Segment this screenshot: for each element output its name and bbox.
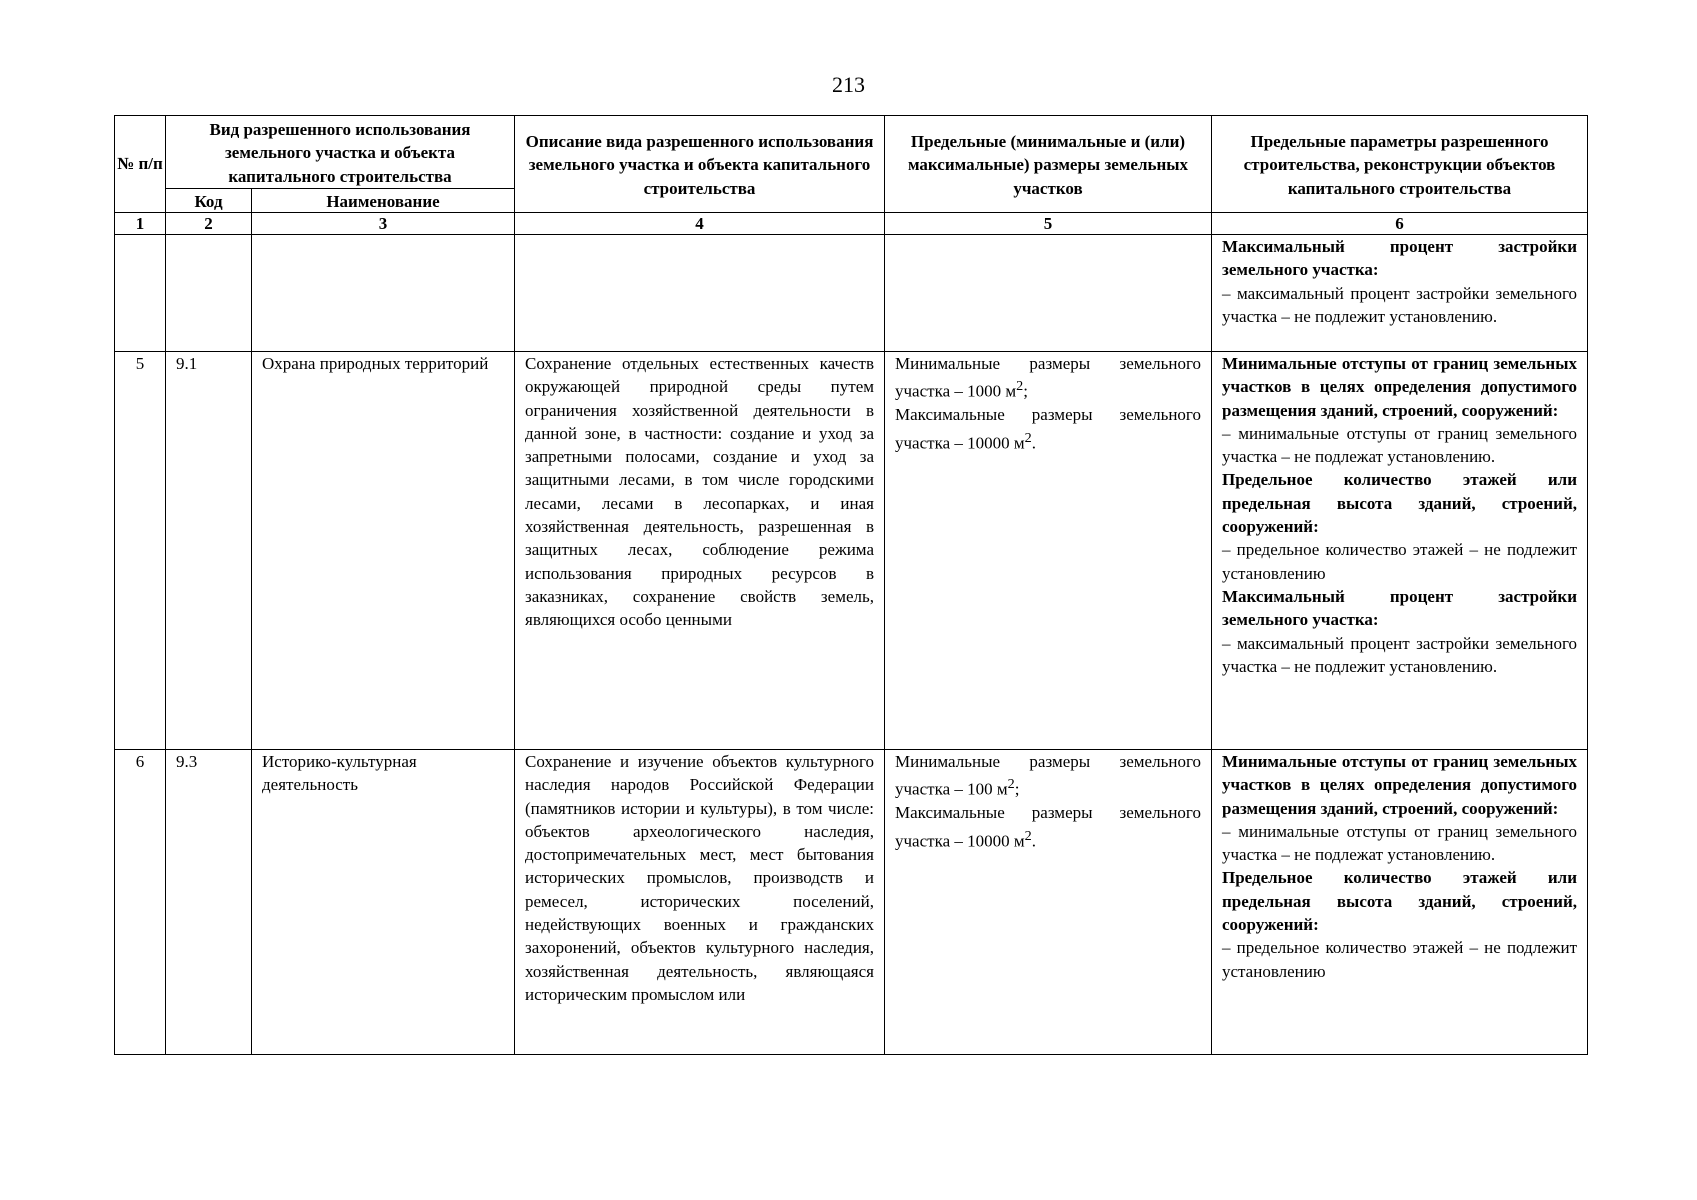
header-params: Предельные параметры разрешенного строительства, реконструкции объектов капитального строительства (1212, 116, 1588, 213)
page-number: 213 (832, 72, 865, 97)
cell-sizes (885, 235, 1212, 352)
header-description: Описание вида разрешенного использования земельного участка и объекта капитального строительства (515, 116, 885, 213)
cell-params (1212, 750, 1588, 1055)
cell-code (166, 235, 252, 352)
floors-heading: Предельное количество этажей или предельная высота зданий, строений, сооружений: (1222, 868, 1577, 935)
size-min-end: ; (1023, 381, 1028, 401)
cell-description: Сохранение и изучение объектов культурного наследия народов Российской Федерации (памятников истории и культуры), в том числе: объектов археологического наследия, достопримечательных мест, мест бытования исторических промыслов, производств и ремесел, исторических поселений, недействующих военных и гражданских захоронений, объектов культурного наследия, хозяйственная деятельность, являющаяся историческим промыслом или (515, 750, 885, 1055)
header-name: Наименование (252, 189, 515, 213)
size-max (895, 801, 1201, 852)
cell-name (252, 235, 515, 352)
table-row (115, 750, 1588, 1055)
table-row (115, 352, 1588, 750)
header-row (115, 116, 1588, 189)
header-code: Код (166, 189, 252, 213)
setback-heading: Минимальные отступы от границ земельных участков в целях определения допустимого размещения зданий, строений, сооружений: (1222, 752, 1577, 818)
permitted-use-table (114, 115, 1588, 1055)
size-min (895, 750, 1201, 801)
unit-superscript: 2 (1024, 827, 1032, 844)
header-use-type: Вид разрешенного использования земельного участка и объекта капитального строительства (166, 116, 515, 189)
column-number: 4 (515, 213, 885, 235)
cell-params (1212, 235, 1588, 352)
cell-sizes (885, 352, 1212, 750)
cell-num: 5 (115, 352, 166, 750)
size-max-text: Максимальные размеры земельного участка – 10000 м (895, 803, 1201, 851)
column-number: 2 (166, 213, 252, 235)
unit-superscript: 2 (1007, 776, 1015, 793)
cell-code: 9.3 (166, 750, 252, 1055)
cell-description: Сохранение отдельных естественных качеств окружающей природной среды путем ограничения хозяйственной деятельности в данной зоне, в частности: создание и уход за запретными полосами, создание и уход за защитными лесами, в том числе городскими лесами, лесами в лесопарках, и иная хозяйственная деятельность, разрешенная в защитных лесах, соблюдение режима использования природных ресурсов в заказниках, сохранение свойств земель, являющихся особо ценными (515, 352, 885, 750)
setback-text: – минимальные отступы от границ земельного участка – не подлежат установлению. (1222, 821, 1577, 865)
cell-params (1212, 352, 1588, 750)
coverage-text: – максимальный процент застройки земельного участка – не подлежит установлению. (1222, 633, 1577, 676)
header-sizes: Предельные (минимальные и (или) максимальные) размеры земельных участков (885, 116, 1212, 213)
setback-text: – минимальные отступы от границ земельного участка – не подлежат установлению. (1222, 423, 1577, 467)
size-max-end: . (1031, 831, 1036, 851)
floors-heading: Предельное количество этажей или предельная высота зданий, строений, сооружений: (1222, 470, 1577, 537)
column-number: 3 (252, 213, 515, 235)
size-max-end: . (1031, 433, 1036, 453)
setback-heading: Минимальные отступы от границ земельных участков в целях определения допустимого размещения зданий, строений, сооружений: (1222, 354, 1577, 420)
cell-name: Историко-культурная деятельность (252, 750, 515, 1055)
size-min-text: Минимальные размеры земельного участка – 100 м (895, 752, 1201, 799)
cell-num (115, 235, 166, 352)
floors-text: – предельное количество этажей – не подлежит установлению (1222, 938, 1577, 981)
coverage-heading: Максимальный процент застройки земельного участка: (1222, 237, 1577, 280)
cell-code: 9.1 (166, 352, 252, 750)
column-number: 6 (1212, 213, 1588, 235)
column-number: 1 (115, 213, 166, 235)
unit-superscript: 2 (1024, 429, 1032, 446)
header-num: № п/п (115, 116, 166, 213)
size-max (895, 403, 1201, 454)
coverage-text: – максимальный процент застройки земельного участка – не подлежит установлению. (1222, 283, 1577, 326)
size-min-text: Минимальные размеры земельного участка – 1000 м (895, 354, 1201, 401)
cell-name: Охрана природных территорий (252, 352, 515, 750)
size-min-end: ; (1014, 779, 1020, 799)
cell-description (515, 235, 885, 352)
table-row-continued (115, 235, 1588, 352)
size-min (895, 352, 1201, 403)
column-number: 5 (885, 213, 1212, 235)
cell-sizes (885, 750, 1212, 1055)
size-max-text: Максимальные размеры земельного участка – 10000 м (895, 405, 1201, 453)
column-number-row (115, 213, 1588, 235)
cell-num: 6 (115, 750, 166, 1055)
floors-text: – предельное количество этажей – не подлежит установлению (1222, 540, 1577, 583)
unit-superscript: 2 (1016, 378, 1024, 395)
coverage-heading: Максимальный процент застройки земельного участка: (1222, 586, 1577, 630)
